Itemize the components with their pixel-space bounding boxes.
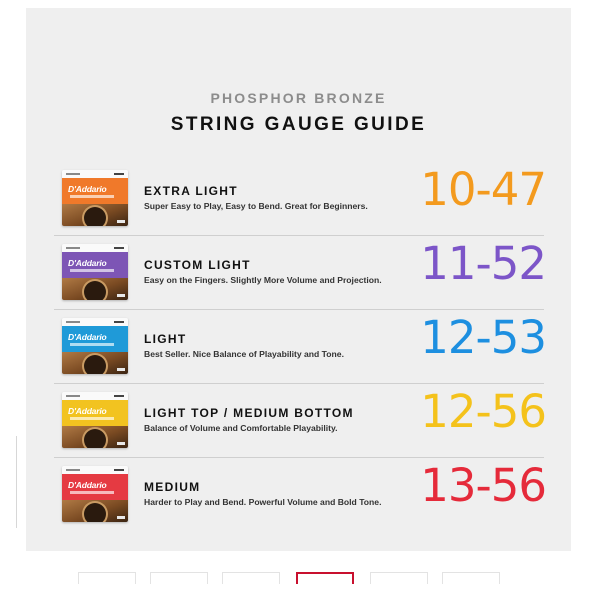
string-description: Super Easy to Play, Easy to Bend. Great for Beginners. bbox=[144, 201, 368, 211]
gauge-range: 12-53 bbox=[420, 311, 546, 364]
string-description: Harder to Play and Bend. Powerful Volume and Bold Tone. bbox=[144, 497, 382, 507]
image-carousel-tabs bbox=[0, 568, 600, 588]
guide-subtitle: PHOSPHOR BRONZE bbox=[210, 90, 387, 106]
string-row-medium bbox=[54, 458, 544, 532]
string-description: Balance of Volume and Comfortable Playability. bbox=[144, 423, 338, 433]
string-row-extra-light bbox=[54, 162, 544, 236]
string-pack-image bbox=[62, 318, 128, 374]
gauge-range: 11-52 bbox=[420, 237, 546, 290]
string-pack-image bbox=[62, 466, 128, 522]
carousel-tab[interactable] bbox=[442, 572, 500, 584]
string-pack-image bbox=[62, 244, 128, 300]
string-pack-image bbox=[62, 392, 128, 448]
string-name: EXTRA LIGHT bbox=[144, 184, 238, 198]
string-name: LIGHT TOP / MEDIUM BOTTOM bbox=[144, 406, 354, 420]
gauge-guide-panel bbox=[26, 8, 571, 551]
carousel-tab[interactable] bbox=[222, 572, 280, 584]
string-row-light-top-medium-bottom bbox=[54, 384, 544, 458]
guide-title: STRING GAUGE GUIDE bbox=[170, 114, 427, 135]
carousel-tab[interactable] bbox=[370, 572, 428, 584]
string-row-custom-light bbox=[54, 236, 544, 310]
brand-logo: D'Addario bbox=[68, 332, 107, 342]
string-name: CUSTOM LIGHT bbox=[144, 258, 251, 272]
brand-logo: D'Addario bbox=[68, 184, 107, 194]
gauge-range: 13-56 bbox=[420, 459, 546, 512]
carousel-tab[interactable] bbox=[78, 572, 136, 584]
string-pack-image bbox=[62, 170, 128, 226]
carousel-tab[interactable] bbox=[296, 572, 354, 584]
string-row-light bbox=[54, 310, 544, 384]
string-description: Best Seller. Nice Balance of Playability and Tone. bbox=[144, 349, 344, 359]
string-name: MEDIUM bbox=[144, 480, 201, 494]
brand-logo: D'Addario bbox=[68, 480, 107, 490]
gauge-range: 12-56 bbox=[420, 385, 546, 438]
string-description: Easy on the Fingers. Slightly More Volume and Projection. bbox=[144, 275, 382, 285]
left-divider bbox=[16, 436, 17, 528]
brand-logo: D'Addario bbox=[68, 406, 107, 416]
carousel-tab[interactable] bbox=[150, 572, 208, 584]
brand-logo: D'Addario bbox=[68, 258, 107, 268]
string-name: LIGHT bbox=[144, 332, 187, 346]
gauge-range: 10-47 bbox=[420, 163, 546, 216]
